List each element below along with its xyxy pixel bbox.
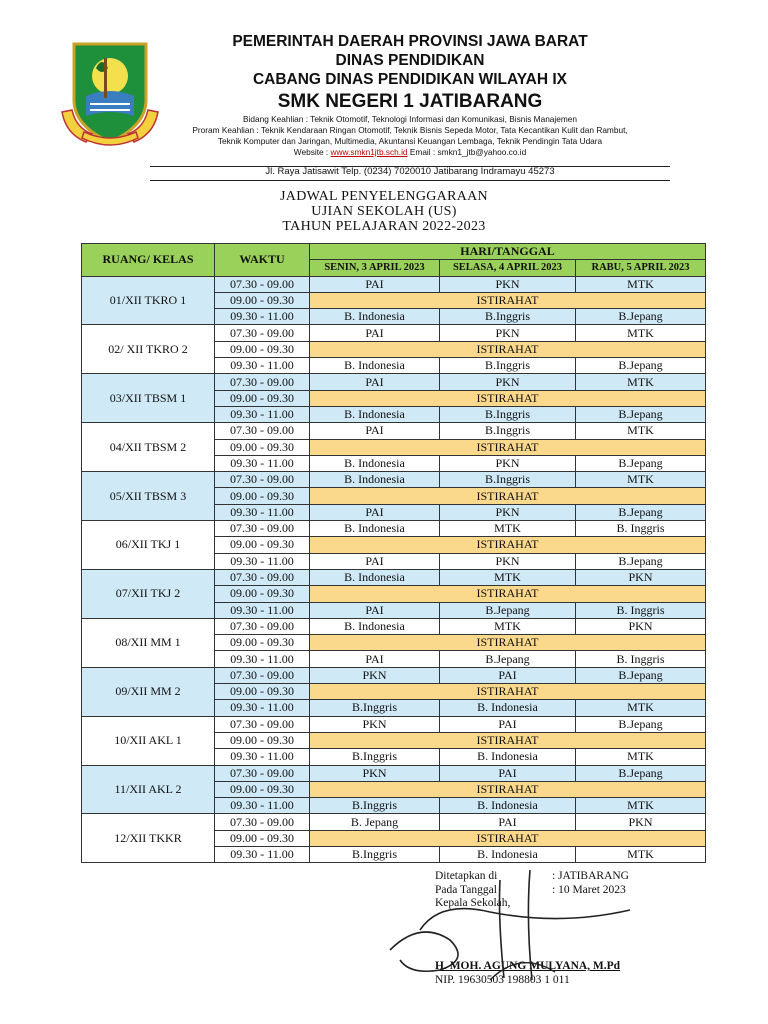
- header-room: RUANG/ KELAS: [82, 244, 215, 277]
- room-class-cell: 12/XII TKKR: [82, 814, 215, 863]
- subject-cell: B. Indonesia: [310, 472, 440, 488]
- subject-cell: PKN: [440, 325, 576, 341]
- room-class-cell: 03/XII TBSM 1: [82, 374, 215, 423]
- subject-cell: B. Indonesia: [440, 749, 576, 765]
- principal-position: Kepala Sekolah,: [435, 897, 511, 909]
- time-cell: 09.00 - 09.30: [215, 781, 310, 797]
- subject-cell: PAI: [310, 602, 440, 618]
- time-cell: 07.30 - 09.00: [215, 569, 310, 585]
- subject-cell: MTK: [576, 749, 706, 765]
- principal-nip: NIP. 19630503 198803 1 011: [435, 974, 570, 986]
- header-day-wednesday: RABU, 5 APRIL 2023: [576, 260, 706, 276]
- break-cell: ISTIRAHAT: [310, 439, 706, 455]
- time-cell: 09.30 - 11.00: [215, 749, 310, 765]
- table-row: [82, 569, 706, 585]
- subject-cell: B.Jepang: [576, 455, 706, 471]
- time-cell: 09.00 - 09.30: [215, 732, 310, 748]
- subject-cell: PAI: [440, 814, 576, 830]
- time-cell: 07.30 - 09.00: [215, 618, 310, 634]
- break-cell: ISTIRAHAT: [310, 684, 706, 700]
- time-cell: 09.30 - 11.00: [215, 798, 310, 814]
- time-cell: 07.30 - 09.00: [215, 374, 310, 390]
- subject-cell: PAI: [310, 325, 440, 341]
- table-row: [82, 814, 706, 830]
- subject-cell: B. Indonesia: [310, 358, 440, 374]
- time-cell: 09.00 - 09.30: [215, 830, 310, 846]
- time-cell: 09.30 - 11.00: [215, 602, 310, 618]
- program-keahlian-2: Teknik Komputer dan Jaringan, Multimedia, Akuntansi Keuangan Lembaga, Teknik Pendingin Tata Udara: [217, 136, 603, 146]
- time-cell: 07.30 - 09.00: [215, 667, 310, 683]
- subject-cell: PKN: [440, 553, 576, 569]
- subject-cell: B.Jepang: [576, 406, 706, 422]
- subject-cell: B. Inggris: [576, 521, 706, 537]
- subject-cell: MTK: [576, 700, 706, 716]
- subject-cell: B. Indonesia: [440, 846, 576, 862]
- time-cell: 07.30 - 09.00: [215, 276, 310, 292]
- time-cell: 09.00 - 09.30: [215, 537, 310, 553]
- break-cell: ISTIRAHAT: [310, 390, 706, 406]
- subject-cell: B. Indonesia: [310, 309, 440, 325]
- time-cell: 07.30 - 09.00: [215, 423, 310, 439]
- room-class-cell: 05/XII TBSM 3: [82, 472, 215, 521]
- room-class-cell: 01/XII TKRO 1: [82, 276, 215, 325]
- subject-cell: B.Jepang: [576, 309, 706, 325]
- break-cell: ISTIRAHAT: [310, 635, 706, 651]
- subject-cell: B. Indonesia: [440, 700, 576, 716]
- header-day-date: HARI/TANGGAL: [310, 244, 706, 260]
- table-row: [82, 765, 706, 781]
- time-cell: 09.00 - 09.30: [215, 488, 310, 504]
- room-class-cell: 07/XII TKJ 2: [82, 569, 215, 618]
- subject-cell: MTK: [440, 521, 576, 537]
- time-cell: 09.00 - 09.30: [215, 292, 310, 308]
- west-java-emblem-logo: [56, 38, 164, 150]
- time-cell: 07.30 - 09.00: [215, 472, 310, 488]
- program-keahlian-1: Proram Keahlian : Teknik Kendaraan Ringan Otomotif, Teknik Bisnis Sepeda Motor, Tata Kecantikan Kulit dan Rambut,: [192, 125, 628, 135]
- principal-name: H. MOH. AGUNG MULYANA, M.Pd: [435, 960, 621, 972]
- subject-cell: B.Jepang: [576, 765, 706, 781]
- time-cell: 09.30 - 11.00: [215, 553, 310, 569]
- subject-cell: MTK: [576, 276, 706, 292]
- title-line1: JADWAL PENYELENGGARAAN: [280, 189, 488, 204]
- time-cell: 09.00 - 09.30: [215, 635, 310, 651]
- subject-cell: PAI: [310, 423, 440, 439]
- subject-cell: B.Inggris: [310, 700, 440, 716]
- bidang-keahlian: Bidang Keahlian : Teknik Otomotif, Teknologi Informasi dan Komunikasi, Bisnis Manajemen: [242, 114, 578, 124]
- letterhead-line1: PEMERINTAH DAERAH PROVINSI JAWA BARAT: [232, 33, 588, 50]
- school-name: SMK NEGERI 1 JATIBARANG: [277, 91, 543, 112]
- exam-schedule-table: [81, 243, 706, 863]
- subject-cell: MTK: [440, 569, 576, 585]
- subject-cell: B. Indonesia: [310, 569, 440, 585]
- time-cell: 09.30 - 11.00: [215, 700, 310, 716]
- subject-cell: B.Jepang: [440, 602, 576, 618]
- break-cell: ISTIRAHAT: [310, 292, 706, 308]
- table-row: [82, 618, 706, 634]
- letterhead-line2: DINAS PENDIDIKAN: [335, 52, 485, 69]
- time-cell: 09.00 - 09.30: [215, 586, 310, 602]
- header-time: WAKTU: [215, 244, 310, 277]
- time-cell: 07.30 - 09.00: [215, 716, 310, 732]
- time-cell: 09.30 - 11.00: [215, 309, 310, 325]
- room-class-cell: 04/XII TBSM 2: [82, 423, 215, 472]
- subject-cell: MTK: [576, 472, 706, 488]
- subject-cell: B.Jepang: [576, 553, 706, 569]
- time-cell: 07.30 - 09.00: [215, 521, 310, 537]
- time-cell: 09.30 - 11.00: [215, 358, 310, 374]
- room-class-cell: 08/XII MM 1: [82, 618, 215, 667]
- time-cell: 09.00 - 09.30: [215, 684, 310, 700]
- subject-cell: PAI: [440, 716, 576, 732]
- subject-cell: B. Indonesia: [440, 798, 576, 814]
- subject-cell: PKN: [576, 814, 706, 830]
- subject-cell: MTK: [440, 618, 576, 634]
- time-cell: 09.30 - 11.00: [215, 455, 310, 471]
- subject-cell: B.Inggris: [440, 423, 576, 439]
- room-class-cell: 06/XII TKJ 1: [82, 521, 215, 570]
- room-class-cell: 11/XII AKL 2: [82, 765, 215, 814]
- title-line3: TAHUN PELAJARAN 2022-2023: [282, 219, 486, 234]
- table-row: [82, 276, 706, 292]
- subject-cell: B.Jepang: [576, 358, 706, 374]
- time-cell: 07.30 - 09.00: [215, 765, 310, 781]
- header-divider-bottom: [150, 180, 670, 181]
- time-cell: 07.30 - 09.00: [215, 814, 310, 830]
- time-cell: 09.30 - 11.00: [215, 651, 310, 667]
- subject-cell: B.Jepang: [576, 504, 706, 520]
- subject-cell: B.Inggris: [440, 472, 576, 488]
- subject-cell: B. Indonesia: [310, 455, 440, 471]
- header-day-monday: SENIN, 3 APRIL 2023: [310, 260, 440, 276]
- room-class-cell: 10/XII AKL 1: [82, 716, 215, 765]
- subject-cell: B. Inggris: [576, 651, 706, 667]
- subject-cell: PKN: [440, 504, 576, 520]
- subject-cell: B.Inggris: [310, 749, 440, 765]
- break-cell: ISTIRAHAT: [310, 732, 706, 748]
- break-cell: ISTIRAHAT: [310, 341, 706, 357]
- time-cell: 07.30 - 09.00: [215, 325, 310, 341]
- table-row: [82, 423, 706, 439]
- subject-cell: B. Indonesia: [310, 406, 440, 422]
- subject-cell: PKN: [310, 667, 440, 683]
- subject-cell: MTK: [576, 798, 706, 814]
- header-day-tuesday: SELASA, 4 APRIL 2023: [440, 260, 576, 276]
- tanggal-label: Pada Tanggal: [435, 883, 497, 896]
- subject-cell: PAI: [310, 374, 440, 390]
- tanggal-value: : 10 Maret 2023: [552, 883, 626, 896]
- subject-cell: MTK: [576, 846, 706, 862]
- contact-line: [150, 147, 670, 158]
- address: Jl. Raya Jatisawit Telp. (0234) 7020010 Jatibarang Indramayu 45273: [265, 166, 555, 177]
- time-cell: 09.30 - 11.00: [215, 846, 310, 862]
- subject-cell: B.Inggris: [440, 406, 576, 422]
- subject-cell: PAI: [440, 765, 576, 781]
- website-link[interactable]: www.smkn1jtb.sch.id: [330, 147, 408, 157]
- subject-cell: B.Inggris: [440, 309, 576, 325]
- subject-cell: PKN: [310, 716, 440, 732]
- subject-cell: MTK: [576, 423, 706, 439]
- subject-cell: B.Inggris: [310, 846, 440, 862]
- subject-cell: B. Inggris: [576, 602, 706, 618]
- time-cell: 09.00 - 09.30: [215, 390, 310, 406]
- website-label: Website :: [293, 147, 331, 157]
- subject-cell: PAI: [310, 504, 440, 520]
- subject-cell: B.Jepang: [576, 716, 706, 732]
- subject-cell: B. Indonesia: [310, 521, 440, 537]
- room-class-cell: 02/ XII TKRO 2: [82, 325, 215, 374]
- break-cell: ISTIRAHAT: [310, 781, 706, 797]
- subject-cell: B. Jepang: [310, 814, 440, 830]
- subject-cell: PAI: [310, 276, 440, 292]
- subject-cell: PKN: [440, 374, 576, 390]
- document-title: [0, 189, 768, 234]
- break-cell: ISTIRAHAT: [310, 488, 706, 504]
- subject-cell: PKN: [576, 618, 706, 634]
- room-class-cell: 09/XII MM 2: [82, 667, 215, 716]
- subject-cell: B.Jepang: [440, 651, 576, 667]
- table-row: [82, 374, 706, 390]
- subject-cell: PKN: [440, 276, 576, 292]
- time-cell: 09.00 - 09.30: [215, 439, 310, 455]
- time-cell: 09.30 - 11.00: [215, 504, 310, 520]
- subject-cell: PAI: [310, 651, 440, 667]
- subject-cell: PKN: [576, 569, 706, 585]
- time-cell: 09.00 - 09.30: [215, 341, 310, 357]
- subject-cell: PAI: [310, 553, 440, 569]
- handwritten-signature: [380, 860, 640, 990]
- title-line2: UJIAN SEKOLAH (US): [311, 204, 457, 219]
- letterhead-line3: CABANG DINAS PENDIDIKAN WILAYAH IX: [252, 71, 568, 88]
- subject-cell: MTK: [576, 325, 706, 341]
- subject-cell: MTK: [576, 374, 706, 390]
- subject-cell: B. Indonesia: [310, 618, 440, 634]
- subject-cell: B.Inggris: [310, 798, 440, 814]
- letterhead: [150, 32, 670, 158]
- break-cell: ISTIRAHAT: [310, 586, 706, 602]
- table-row: [82, 716, 706, 732]
- subject-cell: PKN: [440, 455, 576, 471]
- table-row: [82, 325, 706, 341]
- subject-cell: B.Inggris: [440, 358, 576, 374]
- table-row: [82, 521, 706, 537]
- subject-cell: PAI: [440, 667, 576, 683]
- table-row: [82, 667, 706, 683]
- break-cell: ISTIRAHAT: [310, 537, 706, 553]
- break-cell: ISTIRAHAT: [310, 830, 706, 846]
- ditetapkan-value: : JATIBARANG: [552, 870, 629, 882]
- table-row: [82, 472, 706, 488]
- ditetapkan-label: Ditetapkan di: [435, 870, 498, 882]
- subject-cell: B.Jepang: [576, 667, 706, 683]
- subject-cell: PKN: [310, 765, 440, 781]
- email-text: Email : smkn1_jtb@yahoo.co.id: [407, 147, 527, 157]
- time-cell: 09.30 - 11.00: [215, 406, 310, 422]
